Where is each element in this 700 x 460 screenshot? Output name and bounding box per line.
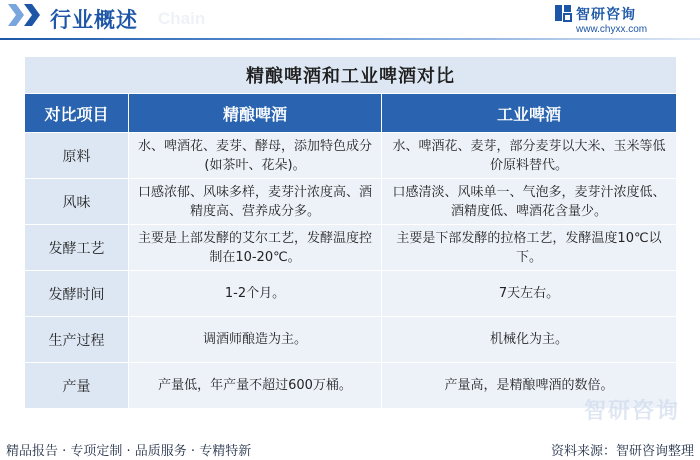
industrial-cell: 水、啤酒花、麦芽，部分麦芽以大米、玉米等低价原料替代。 bbox=[382, 133, 677, 179]
table-row bbox=[25, 271, 677, 317]
row-label: 发酵工艺 bbox=[25, 225, 129, 271]
table-row bbox=[25, 225, 677, 271]
chyxx-logo-icon bbox=[554, 4, 572, 22]
table-title: 精酿啤酒和工业啤酒对比 bbox=[25, 57, 677, 94]
craft-cell: 产量低，年产量不超过600万桶。 bbox=[129, 363, 382, 409]
source-note: 资料来源：智研咨询整理 bbox=[550, 444, 694, 459]
row-label: 发酵时间 bbox=[25, 271, 129, 317]
column-header-item: 对比项目 bbox=[25, 94, 129, 133]
craft-cell: 调酒师酿造为主。 bbox=[129, 317, 382, 363]
table-row bbox=[25, 363, 677, 409]
comparison-table bbox=[24, 56, 677, 409]
industrial-cell: 主要是下部发酵的拉格工艺，发酵温度10℃以下。 bbox=[382, 225, 677, 271]
industrial-cell: 产量高，是精酿啤酒的数倍。 bbox=[382, 363, 677, 409]
table-row bbox=[25, 179, 677, 225]
row-label: 生产过程 bbox=[25, 317, 129, 363]
craft-cell: 口感浓郁、风味多样，麦芽汁浓度高、酒精度高、营养成分多。 bbox=[129, 179, 382, 225]
industrial-cell: 7天左右。 bbox=[382, 271, 677, 317]
craft-cell: 主要是上部发酵的艾尔工艺，发酵温度控制在10-20℃。 bbox=[129, 225, 382, 271]
table-row bbox=[25, 317, 677, 363]
chevron-right-icon bbox=[8, 4, 24, 26]
chevron-right-icon bbox=[24, 4, 40, 26]
footer-slogan: 精品报告 · 专项定制 · 品质服务 · 专精特新 bbox=[6, 444, 252, 459]
craft-cell: 水、啤酒花、麦芽、酵母，添加特色成分(如茶叶、花朵)。 bbox=[129, 133, 382, 179]
row-label: 风味 bbox=[25, 179, 129, 225]
craft-cell: 1-2个月。 bbox=[129, 271, 382, 317]
header-divider bbox=[0, 38, 700, 40]
industrial-cell: 机械化为主。 bbox=[382, 317, 677, 363]
brand-name: 智研咨询 bbox=[576, 7, 636, 23]
watermark: 智研咨询 bbox=[583, 399, 680, 424]
column-header-industrial-beer: 工业啤酒 bbox=[382, 94, 677, 133]
row-label: 原料 bbox=[25, 133, 129, 179]
brand-block bbox=[554, 2, 694, 38]
ghost-text: Chain bbox=[158, 9, 206, 28]
header-bar bbox=[0, 0, 700, 40]
row-label: 产量 bbox=[25, 363, 129, 409]
footer bbox=[0, 436, 700, 460]
column-header-craft-beer: 精酿啤酒 bbox=[129, 94, 382, 133]
section-title: 行业概述 bbox=[50, 8, 138, 32]
table-row bbox=[25, 133, 677, 179]
brand-url: www.chyxx.com bbox=[576, 24, 648, 35]
industrial-cell: 口感清淡、风味单一、气泡多，麦芽汁浓度低、酒精度低、啤酒花含量少。 bbox=[382, 179, 677, 225]
